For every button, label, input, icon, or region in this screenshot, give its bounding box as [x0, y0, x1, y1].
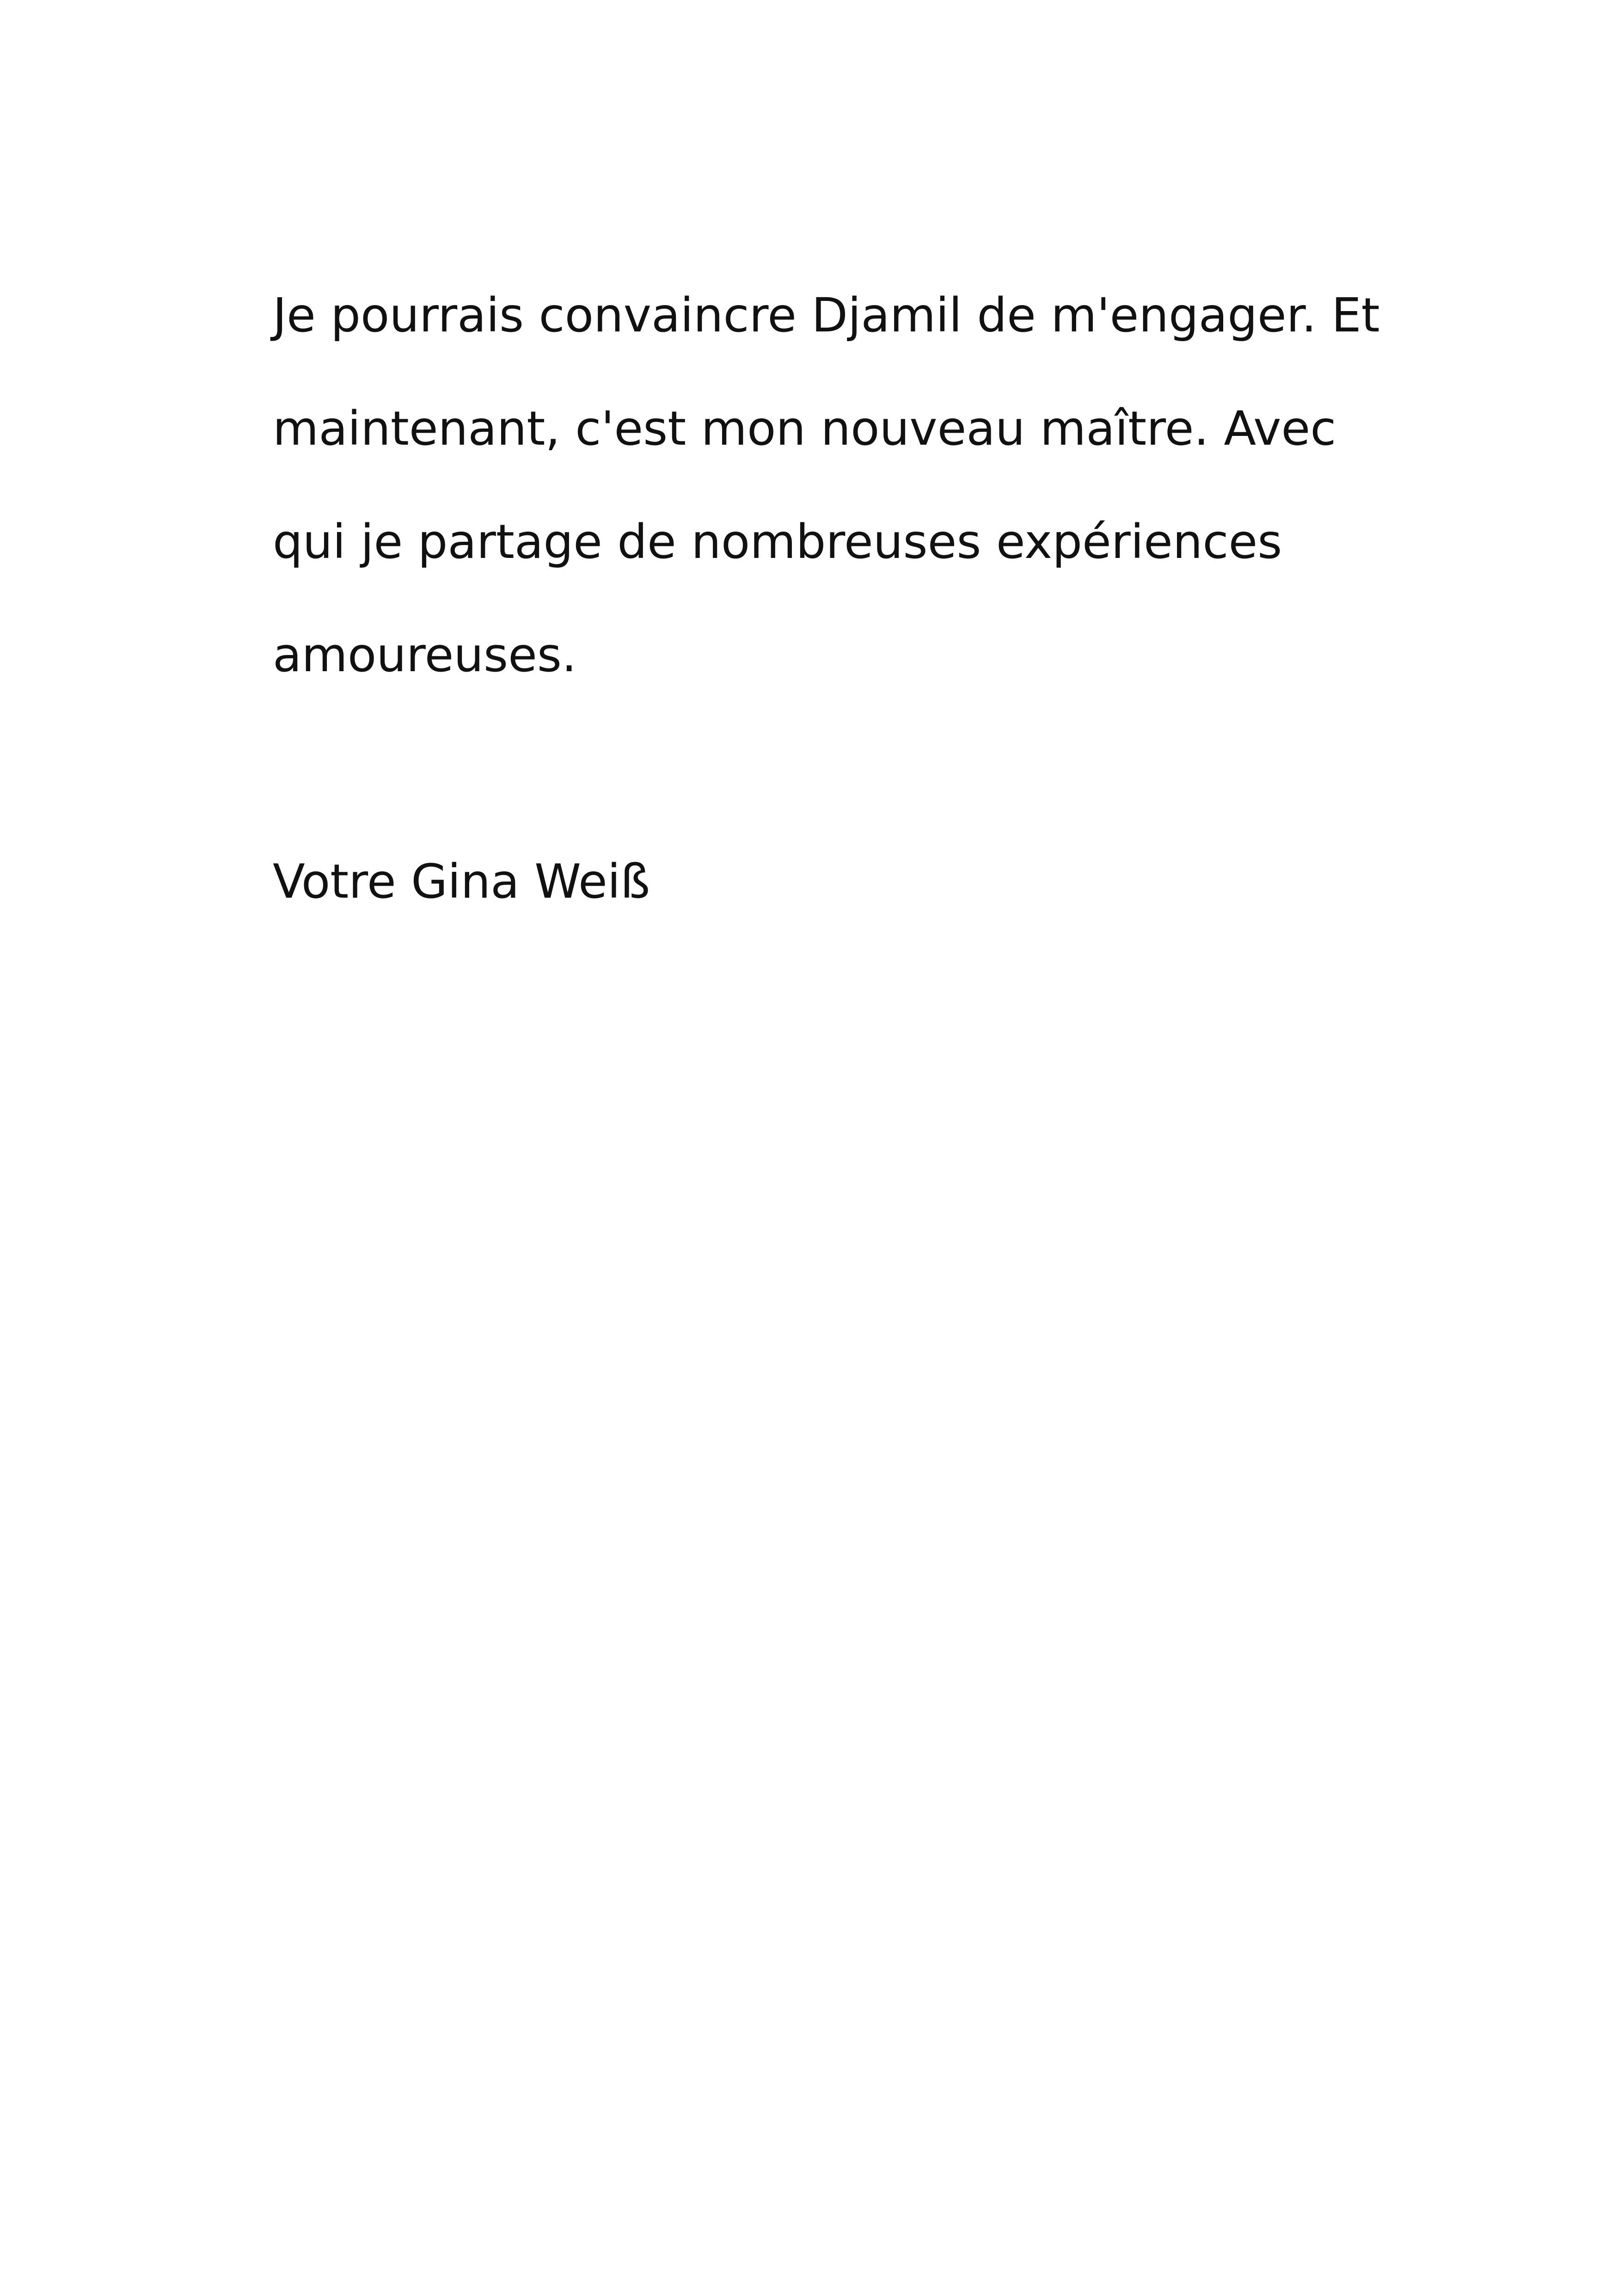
paragraph [273, 259, 1521, 712]
paragraph-line: qui je partage de nombreuses expériences [273, 514, 1282, 569]
letter-body [273, 259, 1521, 938]
paragraph-line: amoureuses. [273, 628, 577, 683]
signature: Votre Gina Weiß [273, 854, 650, 909]
paragraph-line: Je pourrais convaincre Djamil de m'engager. Et [273, 288, 1380, 343]
paragraph-line: maintenant, c'est mon nouveau maître. Avec [273, 401, 1336, 456]
blank-line [273, 712, 1521, 825]
